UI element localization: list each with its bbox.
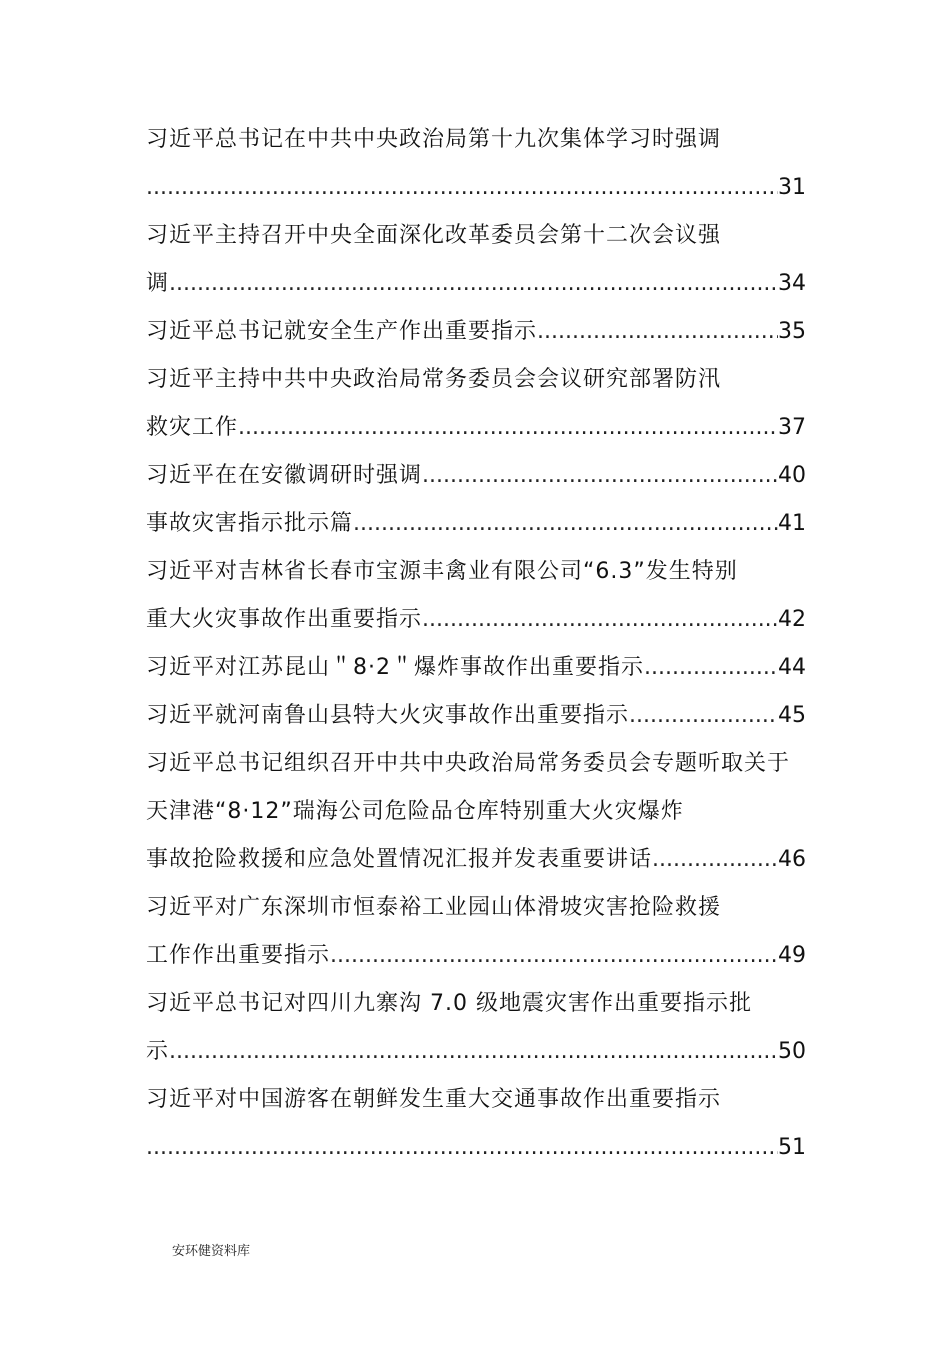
toc-entry[interactable]	[146, 644, 806, 692]
toc-entry-title-end: 救灾工作	[146, 415, 239, 440]
toc-page-number: 31	[778, 175, 806, 200]
toc-entry-title: 习近平主持中共中央政治局常务委员会会议研究部署防汛	[146, 367, 722, 392]
toc-entry-leader-line	[146, 1124, 806, 1172]
toc-entry-title-end: 调	[146, 271, 170, 296]
toc-entry-title: 习近平总书记在中共中央政治局第十九次集体学习时强调	[146, 127, 722, 152]
dot-leader	[629, 692, 778, 740]
footer-text: 安环健资料库	[172, 1244, 251, 1259]
toc-page-number: 44	[778, 655, 806, 680]
dot-leader	[422, 452, 778, 500]
toc-page-number: 42	[778, 607, 806, 632]
toc-entry[interactable]	[146, 116, 806, 212]
toc-entry-title: 习近平就河南鲁山县特大火灾事故作出重要指示	[146, 703, 630, 728]
dot-leader	[330, 932, 778, 980]
dot-leader	[652, 836, 778, 884]
dot-leader	[422, 596, 778, 644]
toc-page-number: 34	[778, 271, 806, 296]
toc-entry-title: 事故灾害指示批示篇	[146, 511, 354, 536]
toc-entry-leader-line	[146, 164, 806, 212]
toc-entry-title: 习近平在在安徽调研时强调	[146, 463, 423, 488]
toc-entry[interactable]	[146, 308, 806, 356]
dot-leader	[169, 1028, 778, 1076]
toc-entry-title: 习近平对江苏昆山＂8·2＂爆炸事故作出重要指示	[146, 655, 644, 680]
toc-entry[interactable]	[146, 980, 806, 1076]
toc-entry-title: 习近平总书记就安全生产作出重要指示	[146, 319, 538, 344]
toc-entry[interactable]	[146, 356, 806, 452]
toc-page-number: 50	[778, 1039, 806, 1064]
toc-entry[interactable]	[146, 548, 806, 644]
toc-entry-title: 习近平总书记对四川九寨沟 7.0 级地震灾害作出重要指示批	[146, 991, 752, 1016]
dot-leader	[644, 644, 778, 692]
toc-page-number: 37	[778, 415, 806, 440]
toc-page-number: 51	[778, 1135, 806, 1160]
toc-entry[interactable]	[146, 692, 806, 740]
toc-page-number: 49	[778, 943, 806, 968]
toc-entry-title-end: 事故抢险救援和应急处置情况汇报并发表重要讲话	[146, 847, 653, 872]
toc-page-number: 35	[778, 319, 806, 344]
dot-leader	[146, 164, 778, 212]
toc-entry[interactable]	[146, 452, 806, 500]
toc-page-number: 45	[778, 703, 806, 728]
toc-entry[interactable]	[146, 1076, 806, 1172]
table-of-contents	[146, 116, 806, 1172]
toc-entry-title-end: 重大火灾事故作出重要指示	[146, 607, 423, 632]
toc-entry-title-end: 工作作出重要指示	[146, 943, 331, 968]
toc-entry[interactable]	[146, 212, 806, 308]
toc-page-number: 46	[778, 847, 806, 872]
toc-entry-title-end: 示	[146, 1039, 170, 1064]
toc-page-number: 40	[778, 463, 806, 488]
toc-entry-title: 习近平主持召开中央全面深化改革委员会第十二次会议强	[146, 223, 722, 248]
toc-entry-title: 习近平对广东深圳市恒泰裕工业园山体滑坡灾害抢险救援	[146, 895, 722, 920]
toc-entry[interactable]	[146, 884, 806, 980]
dot-leader	[238, 404, 778, 452]
toc-entry-title: 习近平对中国游客在朝鲜发生重大交通事故作出重要指示	[146, 1087, 722, 1112]
dot-leader	[169, 260, 778, 308]
toc-entry[interactable]	[146, 740, 806, 884]
dot-leader	[146, 1124, 778, 1172]
toc-page-number: 41	[778, 511, 806, 536]
toc-entry-title: 习近平总书记组织召开中共中央政治局常务委员会专题听取关于天津港“8·12”瑞海公司危险品仓库特别重大火灾爆炸	[146, 751, 791, 824]
toc-entry-title: 习近平对吉林省长春市宝源丰禽业有限公司“6.3”发生特别	[146, 559, 738, 584]
dot-leader	[353, 500, 778, 548]
toc-entry[interactable]	[146, 500, 806, 548]
dot-leader	[537, 308, 778, 356]
